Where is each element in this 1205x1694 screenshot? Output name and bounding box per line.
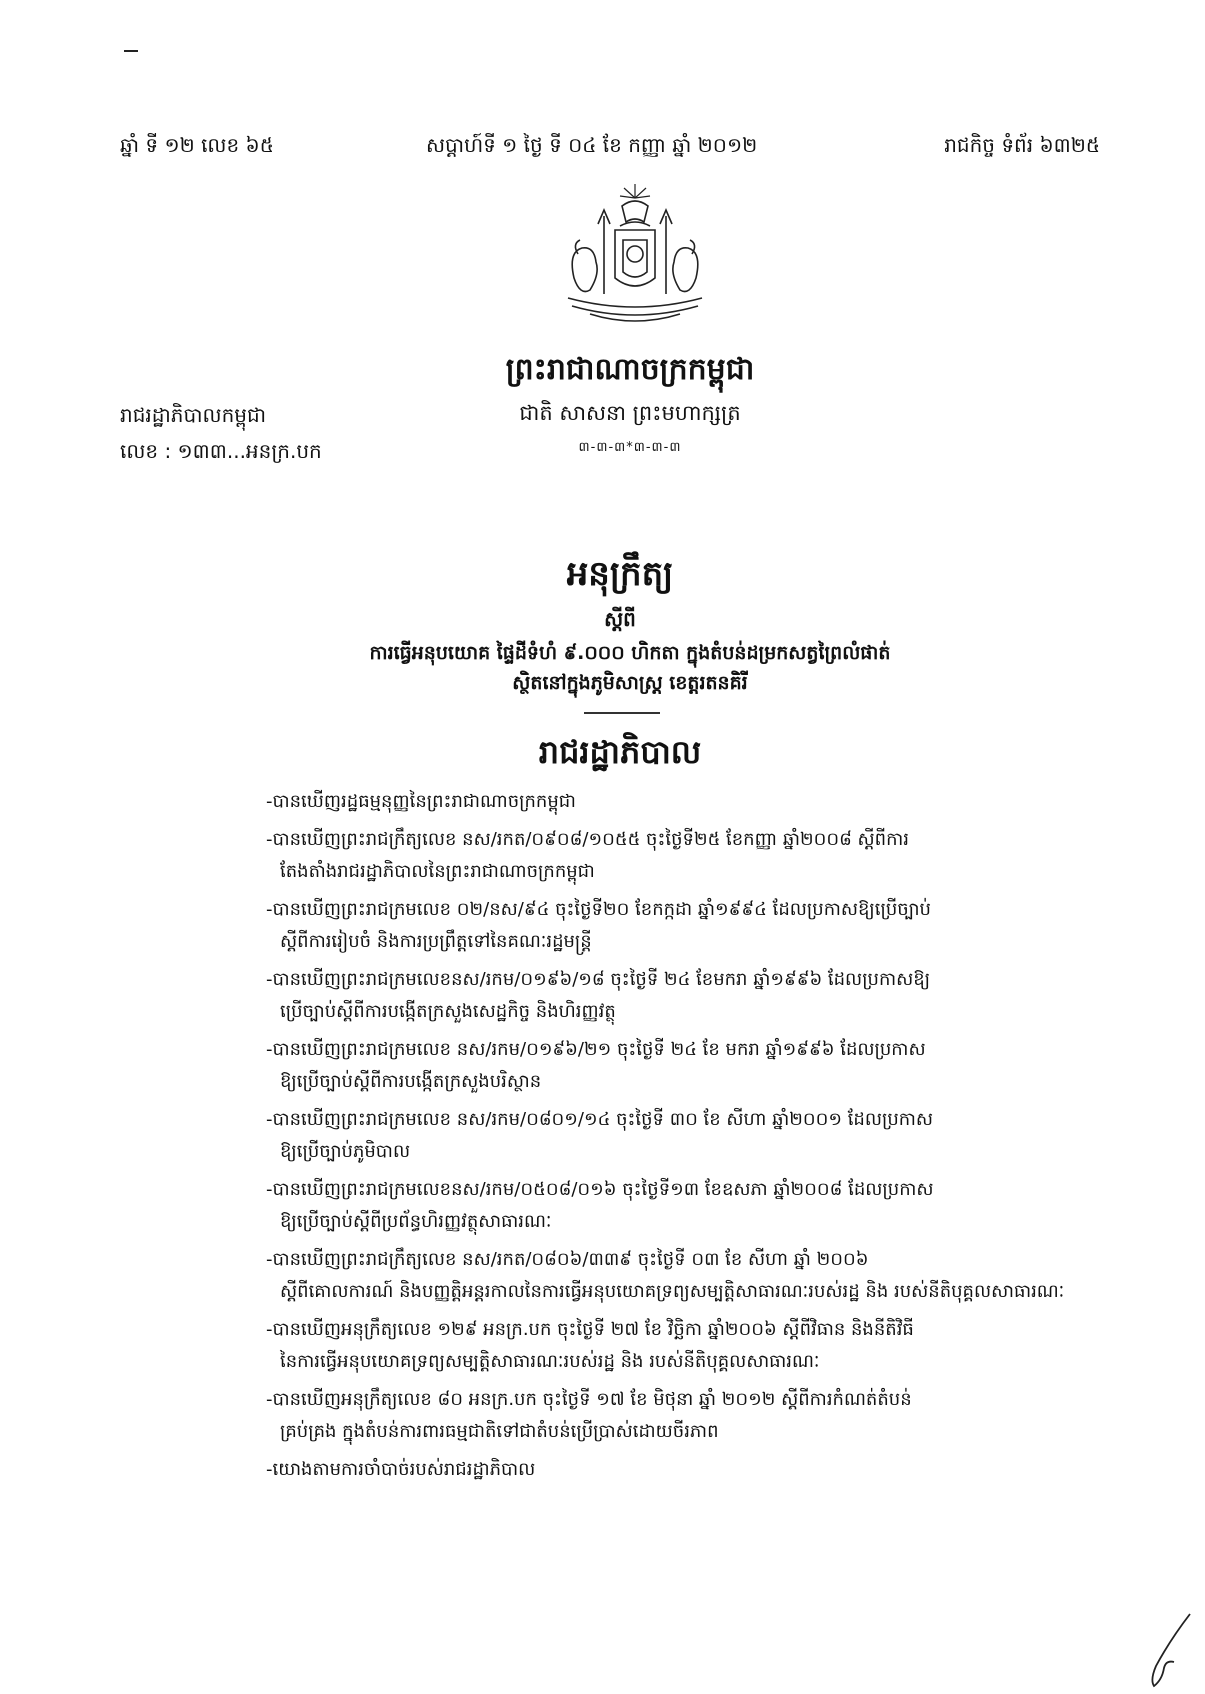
preamble-item <box>266 1104 1088 1168</box>
ornament-divider: ៣-៣-៣*៣-៣-៣ <box>578 440 682 455</box>
gazette-issue: ឆ្នាំ ទី ១២ លេខ ៦៥ <box>120 133 274 157</box>
preamble-item-line: -យោងតាមការចាំបាច់របស់រាជរដ្ឋាភិបាល <box>266 1459 536 1480</box>
concerning-label: ស្ដីពី <box>604 607 636 631</box>
decree-title-line1: ការធ្វើអនុបយោគ ផ្ទៃដីទំហំ ៩.០០០ ហិកតា ក្នុងតំបន់ដម្រកសត្វព្រៃលំផាត់ <box>369 642 891 664</box>
preamble-item-continuation: ប្រើច្បាប់ស្ដីពីការបង្កើតក្រសួងសេដ្ឋកិច្ច និងហិរញ្ញវត្ថុ <box>280 1001 616 1022</box>
gazette-header <box>120 130 1100 160</box>
preamble-item-continuation: តែងតាំងរាជរដ្ឋាភិបាលនៃព្រះរាជាណាចក្រកម្ពុជា <box>280 861 595 882</box>
stray-mark <box>124 50 138 52</box>
preamble-item-line: -បានឃើញអនុក្រឹត្យលេខ ៨០ អនក្រ.បក ចុះថ្ងៃទី ១៧ ខែ មិថុនា ឆ្នាំ ២០១២ ស្ដីពីការកំណត់តំបន់ <box>266 1389 912 1410</box>
preamble-item-line: -បានឃើញព្រះរាជក្រមលេខនស/រកម/០១៩៦/១៨ ចុះថ្ងៃទី ២៤ ខែមករា ឆ្នាំ១៩៩៦ ដែលប្រកាសឱ្យ <box>266 969 931 990</box>
preamble-item <box>266 1174 1088 1238</box>
preamble-item <box>266 786 1088 818</box>
preamble-item-continuation: គ្រប់គ្រង ក្នុងតំបន់ការពារធម្មជាតិទៅជាតំបន់ប្រើប្រាស់ដោយចីរភាព <box>280 1421 719 1442</box>
preamble-item-line: -បានឃើញរដ្ឋធម្មនុញ្ញនៃព្រះរាជាណាចក្រកម្ពុជា <box>266 791 576 812</box>
reference-number: លេខ : ១៣៣...អនក្រ.បក <box>120 439 322 463</box>
preamble-item-continuation: ឱ្យប្រើច្បាប់ស្ដីពីការបង្កើតក្រសួងបរិស្ថាន <box>280 1071 542 1092</box>
preamble-item-continuation: ឱ្យប្រើច្បាប់ភូមិបាល <box>280 1141 411 1162</box>
preamble-item-line: -បានឃើញព្រះរាជក្រឹត្យលេខ នស/រកត/០៨០៦/៣៣៩ ចុះថ្ងៃទី ០៣ ខែ សីហា ឆ្នាំ ២០០៦ <box>266 1249 869 1270</box>
preamble-item <box>266 824 1088 888</box>
preamble-item <box>266 1034 1088 1098</box>
preamble-item <box>266 964 1088 1028</box>
kingdom-name: ព្រះរាជាណាចក្រកម្ពុជា <box>505 352 755 387</box>
preamble-item <box>266 1244 1088 1308</box>
preamble-item <box>266 1454 1088 1486</box>
decree-title-line2: ស្ថិតនៅក្នុងភូមិសាស្ត្រ ខេត្តរតនគិរី <box>512 672 748 694</box>
preamble-item-line: -បានឃើញអនុក្រឹត្យលេខ ១២៩ អនក្រ.បក ចុះថ្ងៃទី ២៧ ខែ វិច្ឆិកា ឆ្នាំ២០០៦ ស្ដីពីវិធាន និងនីតិវិធី <box>266 1319 914 1340</box>
government-label: រាជរដ្ឋាភិបាលកម្ពុជា <box>120 403 266 427</box>
national-motto: ជាតិ សាសនា ព្រះមហាក្សត្រ <box>519 401 741 425</box>
preamble-item-line: -បានឃើញព្រះរាជក្រមលេខ នស/រកម/០៨០១/១៤ ចុះថ្ងៃទី ៣០ ខែ សីហា ឆ្នាំ២០០១ ដែលប្រកាស <box>266 1109 934 1130</box>
document-type: អនុក្រឹត្យ <box>566 554 674 594</box>
preamble-item-line: -បានឃើញព្រះរាជក្រឹត្យលេខ នស/រកត/០៩០៨/១០៥៥ ចុះថ្ងៃទី២៥ ខែកញ្ញា ឆ្នាំ២០០៨ ស្ដីពីការ <box>266 829 909 850</box>
preamble-item-continuation: ស្ដីពីការរៀបចំ និងការប្រព្រឹត្តទៅនៃគណៈរដ្ឋមន្ត្រី <box>280 931 592 952</box>
royal-emblem-icon <box>560 182 710 330</box>
preamble-item-continuation: ឱ្យប្រើច្បាប់ស្ដីពីប្រព័ន្ធហិរញ្ញវត្ថុសាធារណៈ <box>280 1211 552 1232</box>
section-divider <box>584 712 660 714</box>
preamble-item <box>266 1384 1088 1448</box>
gazette-date: សប្ដាហ៍ទី ១ ថ្ងៃ ទី ០៤ ខែ កញ្ញា ឆ្នាំ ២០១២ <box>426 133 758 157</box>
preamble-item-line: -បានឃើញព្រះរាជក្រមលេខ ០២/នស/៩៤ ចុះថ្ងៃទី២០ ខែកក្កដា ឆ្នាំ១៩៩៤ ដែលប្រកាសឱ្យប្រើច្បាប់ <box>266 899 931 920</box>
preamble-list <box>266 786 1088 1492</box>
gazette-page: រាជកិច្ច ទំព័រ ៦៣២៥ <box>944 133 1100 157</box>
signature-mark <box>1140 1610 1200 1690</box>
preamble-item-continuation: ស្ដីពីគោលការណ៍ និងបញ្ញត្តិអន្តរកាលនៃការធ្វើអនុបយោគទ្រព្យសម្បត្តិសាធារណៈរបស់រដ្ឋ និង របស់នីតិបុគ្គលសាធារណៈ <box>280 1281 1065 1302</box>
issuer-heading: រាជរដ្ឋាភិបាល <box>538 733 702 771</box>
preamble-item <box>266 1314 1088 1378</box>
preamble-item-line: -បានឃើញព្រះរាជក្រមលេខនស/រកម/០៥០៨/០១៦ ចុះថ្ងៃទី១៣ ខែឧសភា ឆ្នាំ២០០៨ ដែលប្រកាស <box>266 1179 934 1200</box>
preamble-item-continuation: នៃការធ្វើអនុបយោគទ្រព្យសម្បត្តិសាធារណៈរបស់រដ្ឋ និង របស់នីតិបុគ្គលសាធារណៈ <box>280 1351 820 1372</box>
preamble-item-line: -បានឃើញព្រះរាជក្រមលេខ នស/រកម/០១៩៦/២១ ចុះថ្ងៃទី ២៤ ខែ មករា ឆ្នាំ១៩៩៦ ដែលប្រកាស <box>266 1039 926 1060</box>
preamble-item <box>266 894 1088 958</box>
